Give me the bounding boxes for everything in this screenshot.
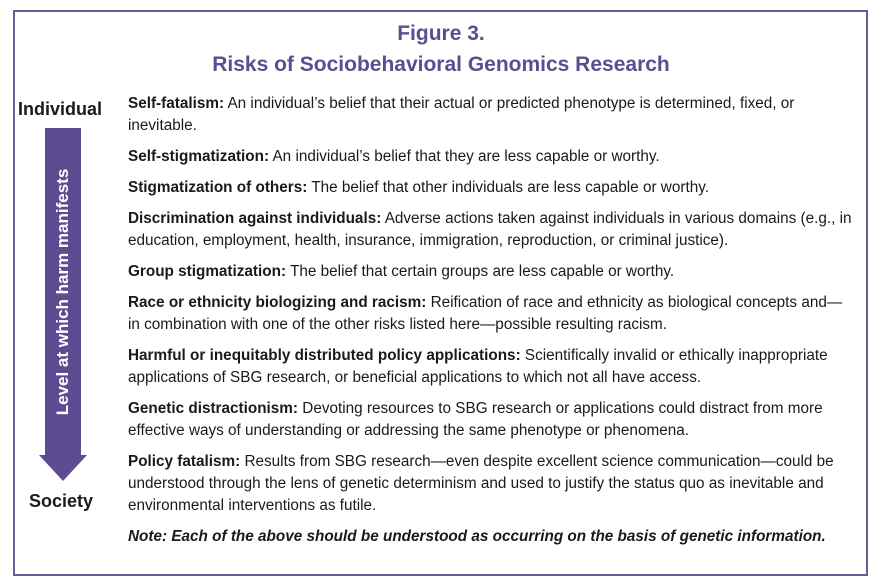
risk-definition: Adverse actions taken against individuals in various domains (e.g., in education, employment, health, insurance, immigration, reproduction, or criminal justice). [128, 210, 852, 249]
risk-item-policy-fatalism [128, 451, 853, 517]
risk-list [128, 93, 853, 548]
risk-item-self-fatalism [128, 93, 853, 137]
risk-term: Self-fatalism: [128, 95, 225, 112]
figure-note: Note: Each of the above should be understood as occurring on the basis of genetic information. [128, 528, 826, 545]
risk-item-race-biologizing [128, 292, 853, 336]
risk-definition: The belief that certain groups are less capable or worthy. [290, 263, 675, 280]
risk-definition: The belief that other individuals are less capable or worthy. [311, 179, 709, 196]
risk-term: Group stigmatization: [128, 263, 287, 280]
risk-term: Discrimination against individuals: [128, 210, 382, 227]
risk-term: Race or ethnicity biologizing and racism: [128, 294, 427, 311]
risk-definition: Devoting resources to SBG research or applications could distract from more effective ways of understanding or addressing the same phenotype or phenomena. [128, 400, 823, 439]
risk-definition: An individual’s belief that they are less capable or worthy. [272, 148, 660, 165]
risk-item-self-stigmatization [128, 146, 853, 168]
risk-term: Self-stigmatization: [128, 148, 270, 165]
level-axis-label: Level at which harm manifests [53, 168, 72, 416]
risk-definition: Results from SBG research—even despite excellent science communication—could be understood through the lens of genetic determinism and used to justify the status quo as inevitable and environmental interventions as futile. [128, 453, 834, 514]
risk-item-policy-applications [128, 345, 853, 389]
risk-item-stigmatization-of-others [128, 177, 853, 199]
level-bottom-label: Society [29, 491, 94, 511]
risk-item-group-stigmatization [128, 261, 853, 283]
risk-item-genetic-distractionism [128, 398, 853, 442]
risk-definition: An individual’s belief that their actual or predicted phenotype is determined, fixed, or inevitable. [128, 95, 795, 134]
risk-definition: Scientifically invalid or ethically inappropriate applications of SBG research, or beneficial applications to which not all have access. [128, 347, 828, 386]
risk-term: Harmful or inequitably distributed policy applications: [128, 347, 521, 364]
risk-term: Genetic distractionism: [128, 400, 299, 417]
risk-term: Stigmatization of others: [128, 179, 308, 196]
figure-number: Figure 3. [397, 22, 485, 45]
risk-definition: Reification of race and ethnicity as biological concepts and—in combination with one of the other risks listed here—possible resulting racism. [128, 294, 843, 333]
risk-item-discrimination [128, 208, 853, 252]
risk-term: Policy fatalism: [128, 453, 241, 470]
down-arrow-icon [39, 455, 87, 481]
figure-title: Risks of Sociobehavioral Genomics Research [212, 53, 670, 76]
level-top-label: Individual [18, 99, 103, 119]
